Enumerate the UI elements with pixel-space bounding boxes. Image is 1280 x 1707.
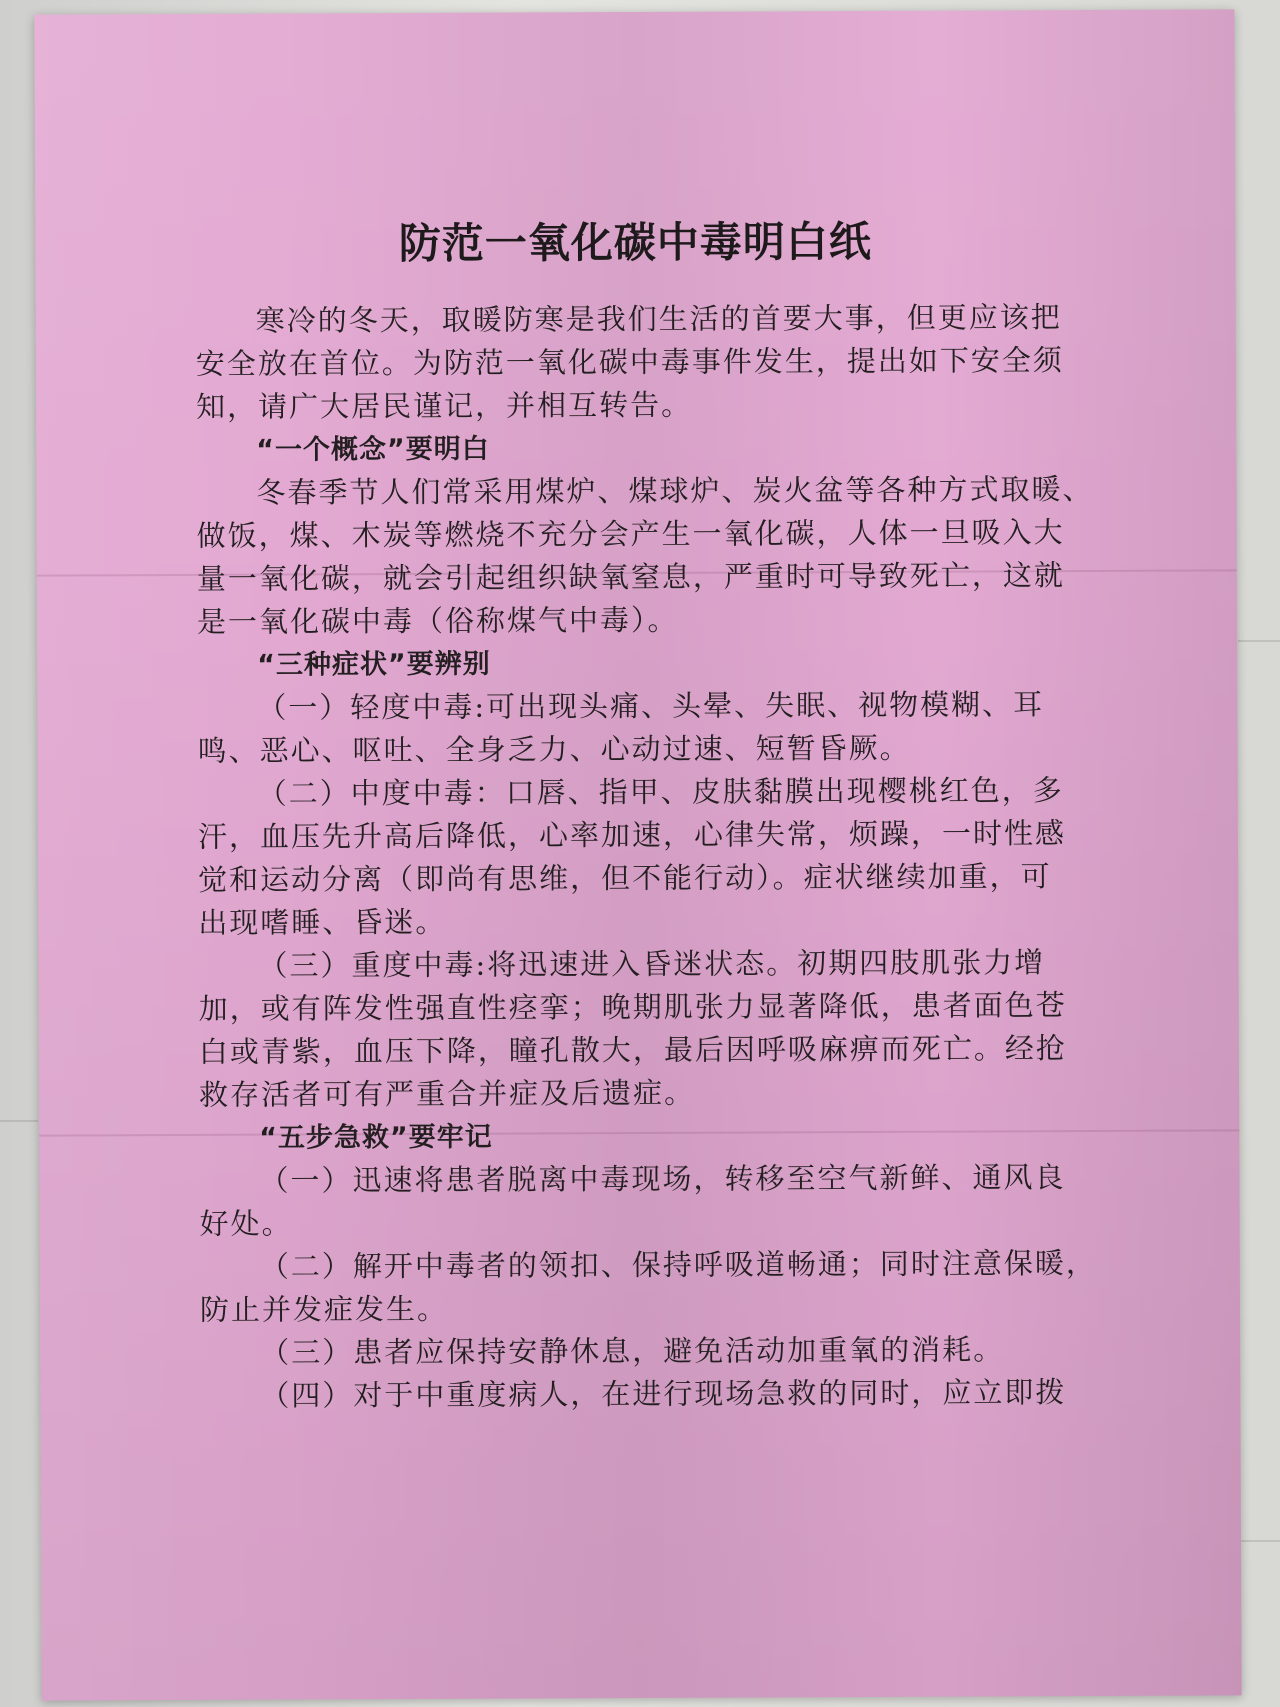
paragraph-line: 防止并发症发生。: [199, 1291, 449, 1327]
paragraph-line: 加，或有阵发性强直性痉挛；晚期肌张力显著降低，患者面色苍: [198, 988, 1067, 1026]
paragraph-line: 好处。: [199, 1206, 293, 1241]
paragraph-line: 出现嗜睡、昏迷。: [198, 904, 447, 940]
paragraph-line: （三）患者应保持安静休息，避免活动加重氧的消耗。: [260, 1332, 1005, 1370]
pink-notice-sheet: [34, 9, 1241, 1700]
section-heading: “一个概念”要明白: [256, 433, 490, 466]
paragraph-line: 冬春季节人们常采用煤炉、煤球炉、炭火盆等各种方式取暖、: [256, 472, 1094, 510]
paragraph-line: 寒冷的冬天，取暖防寒是我们生活的首要大事，但更应该把: [255, 300, 1062, 338]
paragraph-line: （二）解开中毒者的领扣、保持呼吸道畅通；同时注意保暖，: [259, 1246, 1097, 1284]
paragraph-line: （二）中度中毒：口唇、指甲、皮肤黏膜出现樱桃红色，多: [257, 773, 1064, 811]
paragraph-line: （一）轻度中毒:可出现头痛、头晕、失眠、视物模糊、耳: [257, 687, 1045, 725]
document-body: [196, 296, 1101, 1418]
paragraph-line: 是一氧化碳中毒（俗称煤气中毒）。: [196, 602, 679, 639]
paragraph-line: 汗，血压先升高后降低，心率加速，心律失常，烦躁，一时性感: [197, 816, 1066, 854]
paragraph-line: 白或青紫，血压下降，瞳孔散大，最后因呼吸麻痹而死亡。经抢: [198, 1031, 1067, 1069]
paragraph-line: 救存活者可有严重合并症及后遗症。: [198, 1075, 696, 1112]
floor-seam: [1238, 640, 1280, 642]
paragraph-line: （三）重度中毒:将迅速进入昏迷状态。初期四肢肌张力增: [258, 945, 1046, 983]
paragraph-line: 觉和运动分离（即尚有思维，但不能行动）。症状继续加重，可: [198, 859, 1052, 897]
document-title: 防范一氧化碳中毒明白纸: [398, 216, 872, 269]
paragraph-line: 量一氧化碳，就会引起组织缺氧窒息，严重时可导致死亡，这就: [196, 558, 1065, 596]
floor-seam: [0, 1120, 38, 1122]
paragraph-line: 知，请广大居民谨记，并相互转告。: [195, 387, 693, 424]
paragraph-line: 做饭，煤、木炭等燃烧不充分会产生一氧化碳，人体一旦吸入大: [196, 515, 1065, 553]
paragraph-line: （一）迅速将患者脱离中毒现场，转移至空气新鲜、通风良: [259, 1160, 1066, 1198]
paragraph-line: （四）对于中重度病人，在进行现场急救的同时，应立即拨: [260, 1375, 1067, 1413]
paragraph-line: 安全放在首位。为防范一氧化碳中毒事件发生，提出如下安全须: [195, 343, 1064, 381]
paragraph-line: 鸣、恶心、呕吐、全身乏力、心动过速、短暂昏厥。: [197, 730, 911, 768]
section-heading: “五步急救”要牢记: [259, 1121, 493, 1154]
floor-seam: [1238, 1540, 1280, 1542]
section-heading: “三种症状”要辨别: [257, 648, 491, 681]
